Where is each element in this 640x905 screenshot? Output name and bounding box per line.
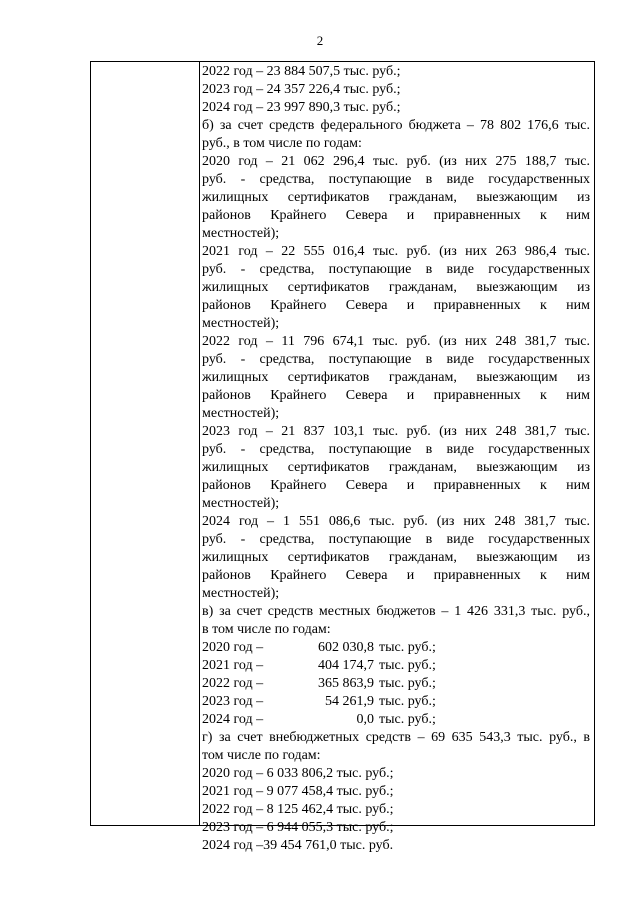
year-value: 0,0 (356, 712, 374, 727)
table-right-column (200, 62, 594, 855)
year-unit: тыс. руб.; (379, 694, 436, 709)
text-line: в) за счет средств местных бюджетов – 1 426 331,3 тыс. руб., (202, 604, 590, 619)
local-budget-year-row (202, 711, 590, 729)
text-line: руб. - средства, поступающие в виде государственных (202, 352, 590, 367)
text-line: жилищных сертификатов гражданам, выезжающим из (202, 460, 590, 475)
text-line: руб., в том числе по годам: (202, 136, 362, 151)
text-line: руб. - средства, поступающие в виде государственных (202, 172, 590, 187)
table-left-column (91, 62, 200, 825)
text-line: 2023 год – 6 944 055,3 тыс. руб.; (202, 820, 394, 835)
local-budget-year-row (202, 639, 590, 657)
text-line: жилищных сертификатов гражданам, выезжающим из (202, 370, 590, 385)
text-line: руб. - средства, поступающие в виде государственных (202, 262, 590, 277)
local-budget-year-row (202, 693, 590, 711)
year-value: 365 863,9 (318, 676, 374, 691)
year-label: 2022 год – (202, 676, 264, 691)
text-line: 2020 год – 21 062 296,4 тыс. руб. (из них 275 188,7 тыс. (202, 154, 590, 169)
local-budget-year-row (202, 657, 590, 675)
text-line: 2021 год – 9 077 458,4 тыс. руб.; (202, 784, 394, 799)
year-unit: тыс. руб.; (379, 712, 436, 727)
text-line: 2024 год – 1 551 086,6 тыс. руб. (из них 248 381,7 тыс. (202, 514, 590, 529)
text-line: 2022 год – 11 796 674,1 тыс. руб. (из них 248 381,7 тыс. (202, 334, 590, 349)
year-unit: тыс. руб.; (379, 676, 436, 691)
local-budget-year-row (202, 675, 590, 693)
text-line: б) за счет средств федерального бюджета – 78 802 176,6 тыс. (202, 118, 590, 133)
year-label: 2023 год – (202, 694, 264, 709)
text-line: 2024 год –39 454 761,0 тыс. руб. (202, 838, 394, 853)
text-line: районов Крайнего Севера и приравненных к ним (202, 388, 590, 403)
text-line: в том числе по годам: (202, 622, 331, 637)
year-value: 404 174,7 (318, 658, 374, 673)
text-line: местностей); (202, 226, 280, 241)
text-line: жилищных сертификатов гражданам, выезжающим из (202, 550, 590, 565)
text-line: местностей); (202, 406, 280, 421)
text-line: районов Крайнего Севера и приравненных к ним (202, 478, 590, 493)
text-line: руб. - средства, поступающие в виде государственных (202, 442, 590, 457)
text-line: местностей); (202, 586, 280, 601)
text-line: местностей); (202, 316, 280, 331)
text-line: 2022 год – 23 884 507,5 тыс. руб.; (202, 64, 401, 79)
text-line: районов Крайнего Севера и приравненных к ним (202, 208, 590, 223)
text-line: 2022 год – 8 125 462,4 тыс. руб.; (202, 802, 394, 817)
year-label: 2024 год – (202, 712, 264, 727)
text-line: г) за счет внебюджетных средств – 69 635 543,3 тыс. руб., в (202, 730, 590, 745)
year-value: 602 030,8 (318, 640, 374, 655)
text-line: руб. - средства, поступающие в виде государственных (202, 532, 590, 547)
year-label: 2020 год – (202, 640, 264, 655)
text-line: том числе по годам: (202, 748, 321, 763)
year-label: 2021 год – (202, 658, 264, 673)
text-line: районов Крайнего Севера и приравненных к ним (202, 568, 590, 583)
document-table (90, 61, 595, 853)
text-line: местностей); (202, 496, 280, 511)
text-line: 2023 год – 21 837 103,1 тыс. руб. (из них 248 381,7 тыс. (202, 424, 590, 439)
text-line: жилищных сертификатов гражданам, выезжающим из (202, 280, 590, 295)
text-line: жилищных сертификатов гражданам, выезжающим из (202, 190, 590, 205)
text-line: 2023 год – 24 357 226,4 тыс. руб.; (202, 82, 401, 97)
year-unit: тыс. руб.; (379, 658, 436, 673)
text-line: районов Крайнего Севера и приравненных к ним (202, 298, 590, 313)
text-line: 2020 год – 6 033 806,2 тыс. руб.; (202, 766, 394, 781)
page-number: 2 (316, 33, 324, 48)
text-line: 2024 год – 23 997 890,3 тыс. руб.; (202, 100, 401, 115)
year-value: 54 261,9 (325, 694, 374, 709)
year-unit: тыс. руб.; (379, 640, 436, 655)
text-line: 2021 год – 22 555 016,4 тыс. руб. (из них 263 986,4 тыс. (202, 244, 590, 259)
